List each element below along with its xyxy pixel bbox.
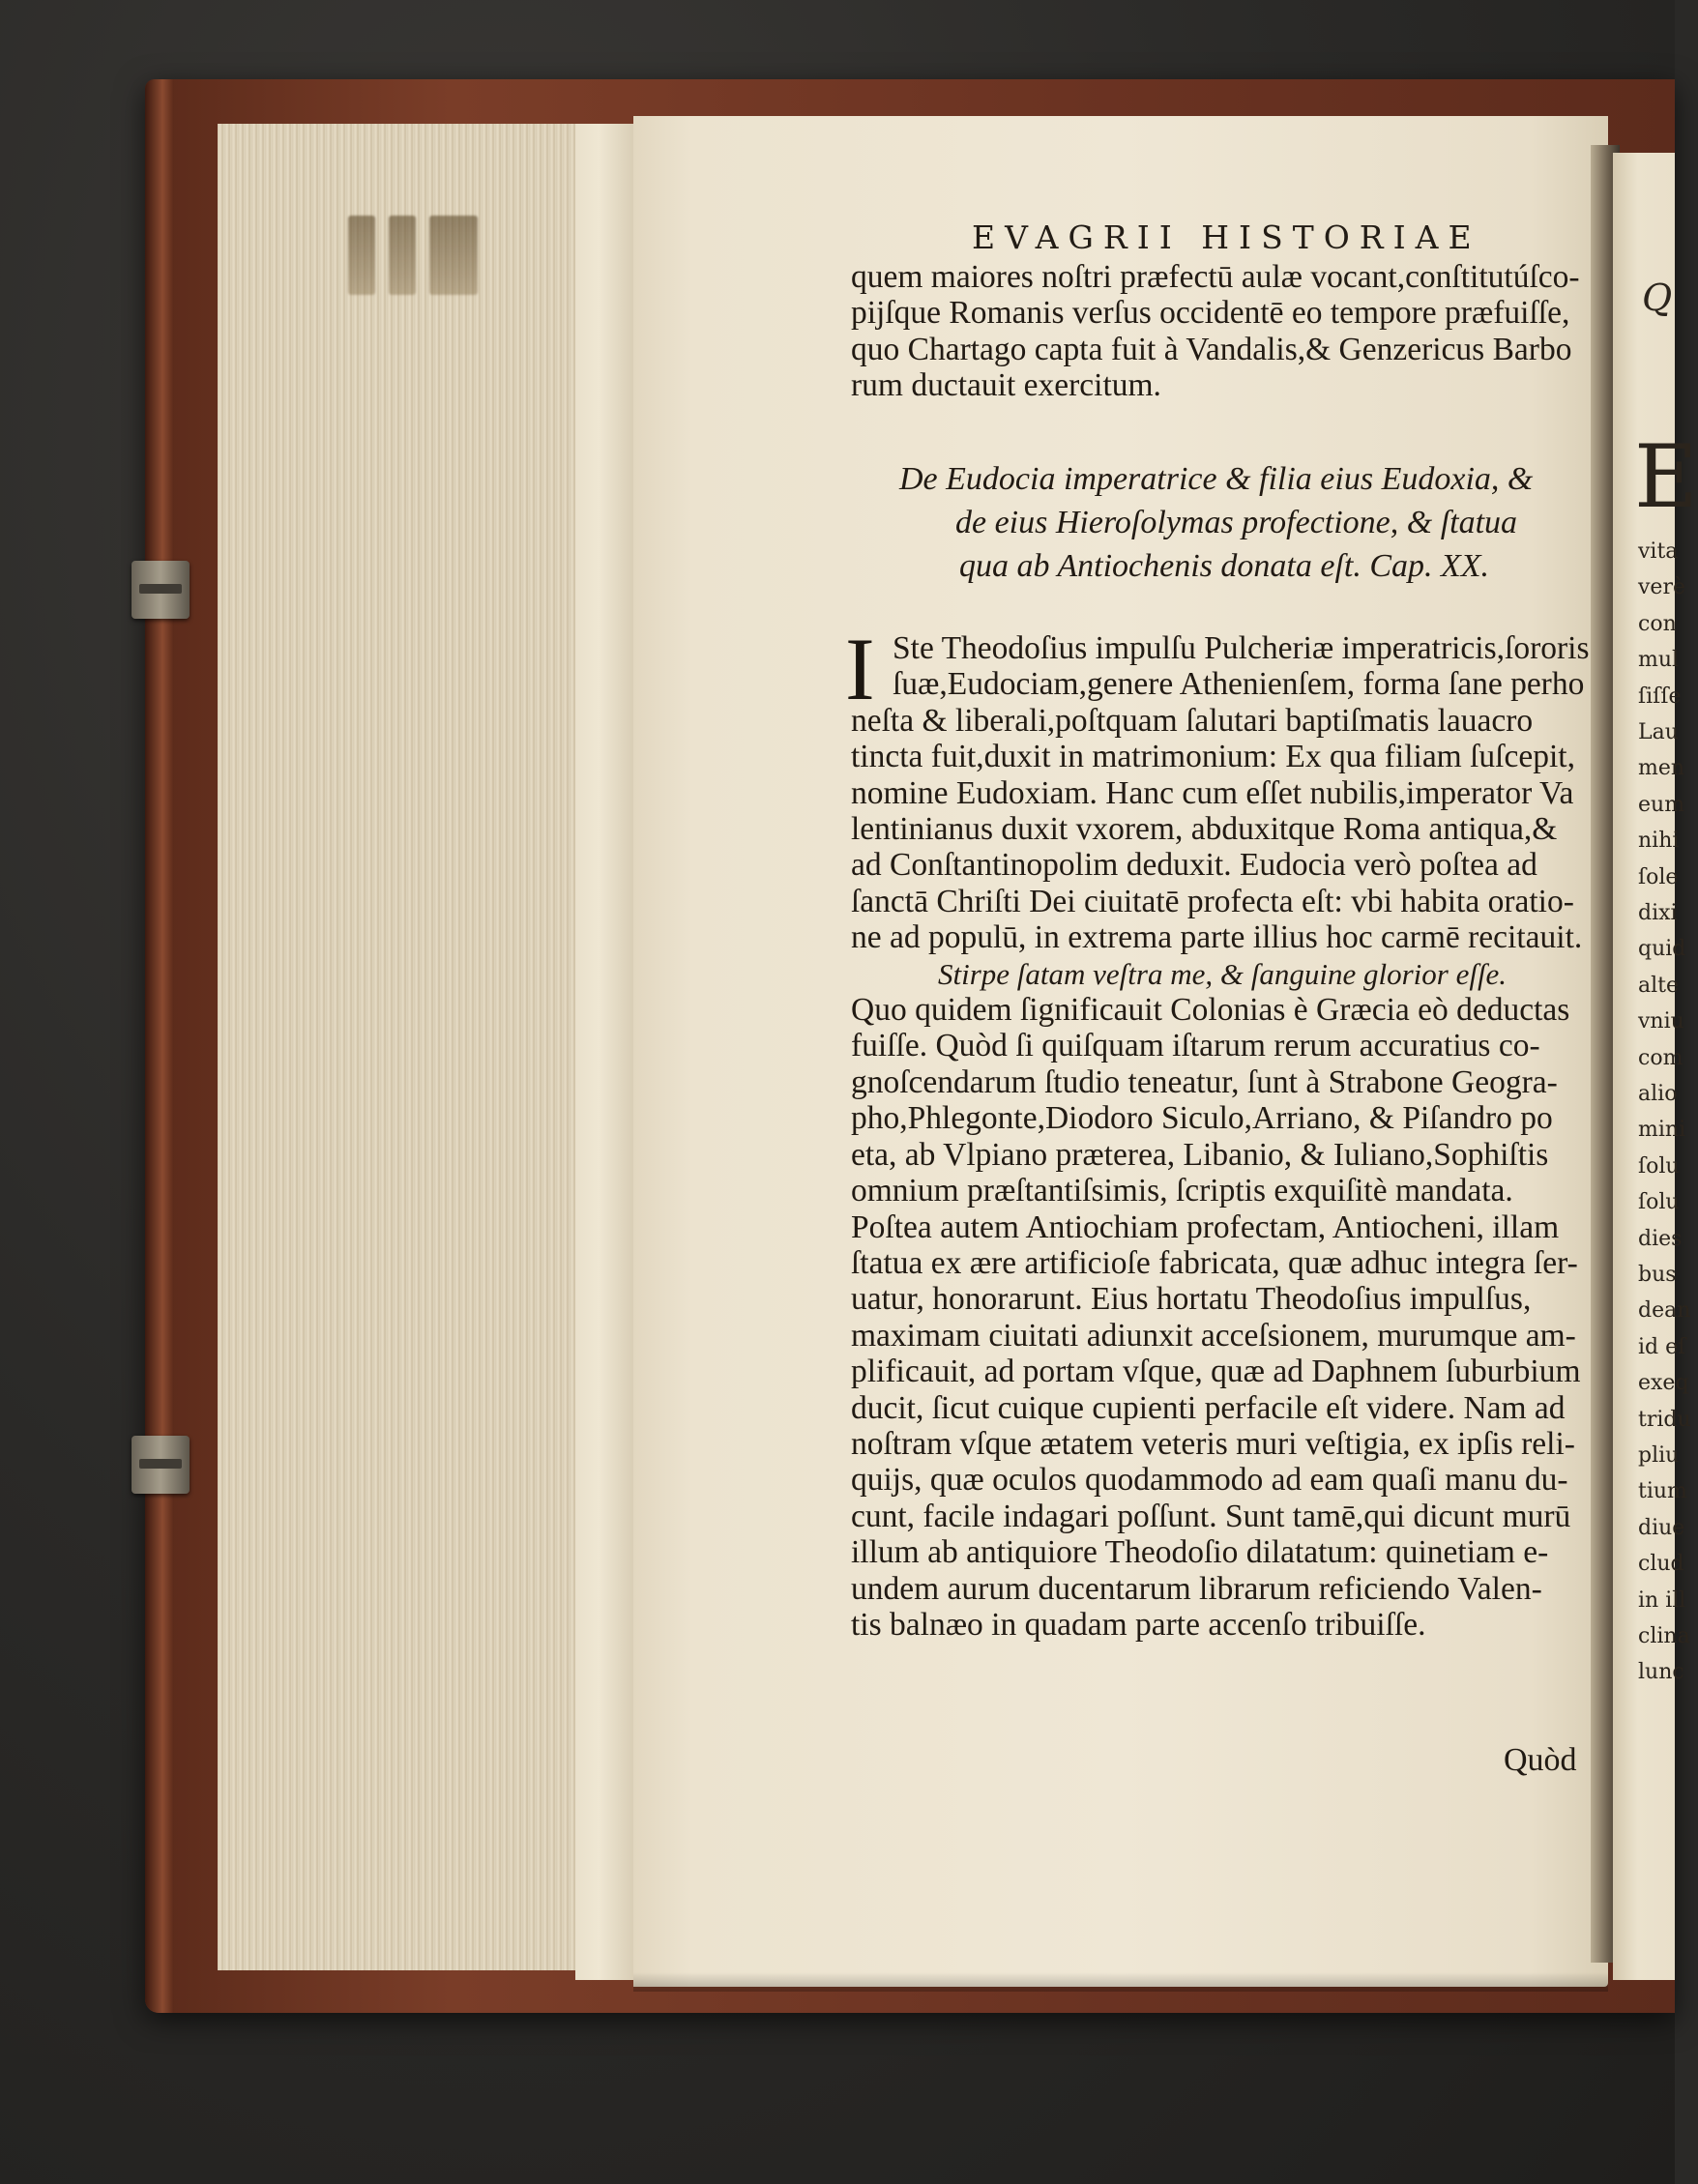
- facing-page-line: vita: [1638, 539, 1679, 564]
- facing-page-line: dies: [1638, 1226, 1683, 1251]
- text-line: maximam ciuitati adiunxit acceſsionem, murumque am-: [851, 1317, 1576, 1354]
- text-line: illum ab antiquiore Theodoſio dilatatum: quinetiam e-: [851, 1534, 1549, 1571]
- facing-page-line: exeq: [1638, 1371, 1689, 1396]
- facing-page-line: in ill: [1638, 1587, 1686, 1613]
- chapter-title-line: de eius Hieroſolymas profectione, & ſtatua: [955, 505, 1518, 540]
- facing-page-line: id eſ: [1638, 1334, 1686, 1359]
- facing-page-line: alio: [1638, 1082, 1678, 1106]
- text-line: ad Conſtantinopolim deduxit. Eudocia verò poſtea ad: [851, 847, 1537, 884]
- text-line: Ste Theodoſius impulſu Pulcheriæ imperatricis,ſororis: [893, 630, 1590, 666]
- drop-cap: I: [845, 620, 875, 718]
- upper-clasp: [132, 561, 190, 619]
- facing-page-line: com: [1638, 1045, 1683, 1070]
- facing-page-line: ſiſſe: [1638, 684, 1682, 709]
- text-line: undem aurum ducentarum librarum reficiendo Valen-: [851, 1570, 1542, 1607]
- text-line: cunt, facile indagari poſſunt. Sunt tamē,qui dicunt murū: [851, 1498, 1571, 1534]
- text-line: omnium præſtantiſsimis, ſcriptis exquiſitè mandata.: [851, 1173, 1513, 1209]
- facing-page-line: tium: [1638, 1479, 1687, 1504]
- facing-page-line: men: [1638, 756, 1685, 781]
- text-line: fuiſſe. Quòd ſi quiſquam iſtarum rerum accuratius co-: [851, 1028, 1540, 1064]
- catchword: Quòd: [1504, 1742, 1577, 1778]
- facing-page-line: quid: [1638, 937, 1686, 962]
- text-line: quo Chartago capta fuit à Vandalis,& Genzericus Barbo: [851, 331, 1572, 367]
- text-line: quijs, quæ oculos quodammodo ad eam quaſi manu du-: [851, 1462, 1568, 1499]
- body-text: [851, 630, 1600, 1643]
- book-cover-edge: [145, 79, 174, 2013]
- page-fore-edge: [218, 124, 587, 1970]
- facing-page-line: clina: [1638, 1624, 1690, 1648]
- facing-page-line: dixi: [1638, 901, 1678, 925]
- facing-page-letter: Q: [1642, 277, 1673, 319]
- text-line: Poſtea autem Antiochiam profectam, Antiocheni, illam: [851, 1208, 1560, 1245]
- text-line: lentinianus duxit vxorem, abduxitque Roma antiqua,&: [851, 811, 1558, 848]
- facing-page-line: con: [1638, 611, 1677, 636]
- facing-page-line: tridu: [1638, 1407, 1691, 1432]
- facing-page-line: ſole: [1638, 864, 1679, 889]
- verse-line: Stirpe ſatam veſtra me, & ſanguine glorior eſſe.: [938, 956, 1508, 991]
- facing-page-line: bus: [1638, 1263, 1677, 1287]
- text-line: noſtram vſque ætatem veteris muri veſtigia, ex ipſis reli-: [851, 1425, 1575, 1462]
- facing-page-line: pliu: [1638, 1443, 1680, 1468]
- facing-page-line: diue: [1638, 1515, 1685, 1540]
- facing-page-line: vniu: [1638, 1009, 1684, 1034]
- facing-page-line: clud: [1638, 1552, 1684, 1577]
- text-line: ducit, ſicut cuique cupienti perfacile eſt videre. Nam ad: [851, 1389, 1566, 1426]
- text-line: ſanctā Chriſti Dei ciuitatē profecta eſt: vbi habita oratio-: [851, 883, 1574, 919]
- text-line: tis balnæo in quadam parte accenſo tribuiſſe.: [851, 1606, 1426, 1643]
- chapter-title-line: qua ab Antiochenis donata eſt. Cap. XX.: [959, 548, 1490, 584]
- text-line: pijſque Romanis verſus occidentē eo tempore præfuiſſe,: [851, 295, 1570, 332]
- text-line: quem maiores noſtri præfectū aulæ vocant,conſtitutúſco-: [851, 259, 1580, 295]
- facing-page-line: ſolu: [1638, 1190, 1680, 1215]
- fore-edge-mark: [348, 208, 512, 295]
- facing-page-line: alte: [1638, 973, 1680, 998]
- text-line: ſtatua ex ære artificioſe fabricata, quæ adhuc integra ſer-: [851, 1244, 1578, 1281]
- facing-page-initial: E: [1634, 426, 1698, 528]
- facing-page-line: Lau: [1638, 720, 1679, 744]
- page-stack-inner: [575, 124, 633, 1980]
- text-line: pho,Phlegonte,Diodoro Siculo,Arriano, & Piſandro po: [851, 1100, 1553, 1137]
- chapter-title-line: De Eudocia imperatrice & filia eius Eudoxia, &: [899, 461, 1534, 497]
- facing-page-line: nihi: [1638, 829, 1680, 854]
- text-line: plificauit, ad portam vſque, quæ ad Daphnem ſuburbium: [851, 1354, 1581, 1390]
- text-line: Quo quidem ſignificauit Colonias è Græcia eò deductas: [851, 992, 1570, 1029]
- text-line: ne ad populū, in extrema parte illius hoc carmē recitauit.: [851, 919, 1583, 956]
- facing-page-line: verè: [1638, 575, 1685, 600]
- facing-page-line: ſolu: [1638, 1153, 1680, 1179]
- text-line: tincta fuit,duxit in matrimonium: Ex qua filiam ſuſcepit,: [851, 739, 1575, 775]
- chapter-title: [899, 457, 1615, 588]
- lower-clasp: [132, 1436, 190, 1494]
- facing-page-line: eum: [1638, 792, 1685, 817]
- facing-page-line: mul: [1638, 648, 1680, 673]
- facing-page-line: mini: [1638, 1118, 1686, 1143]
- text-line: rum ductauit exercitum.: [851, 367, 1161, 404]
- text-line: uatur, honorarunt. Eius hortatu Theodoſius impulſus,: [851, 1281, 1532, 1318]
- running-head: EVAGRII HISTORIAE: [972, 218, 1481, 256]
- text-line: eta, ab Vlpiano præterea, Libanio, & Iuliano,Sophiſtis: [851, 1136, 1549, 1173]
- text-line: nomine Eudoxiam. Hanc cum eſſet nubilis,imperator Va: [851, 774, 1574, 811]
- page-shadow: [633, 1972, 1608, 1992]
- text-line: neſta & liberali,poſtquam ſalutari baptiſmatis lauacro: [851, 702, 1534, 739]
- facing-page-fragment: [1613, 153, 1698, 1980]
- text-line: ſuæ,Eudociam,genere Athenienſem, forma ſane perho: [893, 666, 1585, 703]
- facing-page-line: dean: [1638, 1298, 1691, 1324]
- intro-paragraph: [851, 259, 1600, 404]
- text-line: gnoſcendarum ſtudio teneatur, ſunt à Strabone Geogra-: [851, 1063, 1558, 1100]
- facing-page-line: lunc: [1638, 1660, 1684, 1685]
